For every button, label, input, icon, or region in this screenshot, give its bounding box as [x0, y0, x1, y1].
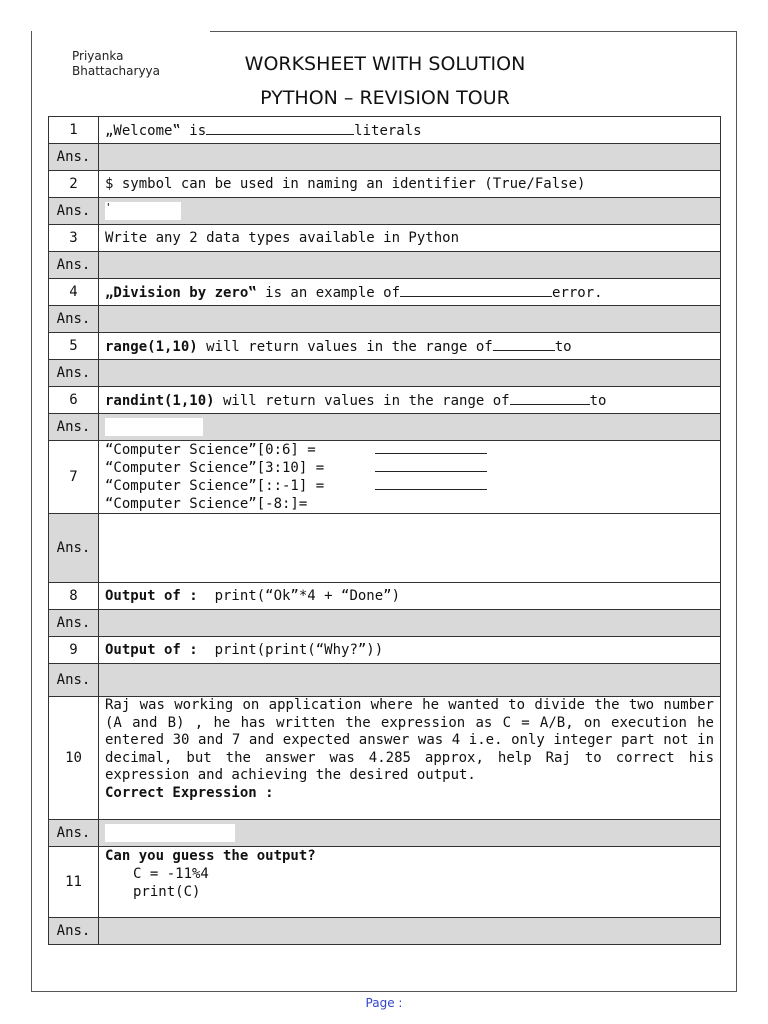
question-number: 10	[49, 697, 99, 820]
question-text: Write any 2 data types available in Python	[99, 225, 721, 252]
question-number: 8	[49, 583, 99, 610]
question-number: 4	[49, 279, 99, 306]
answer-label: Ans.	[49, 610, 99, 637]
question-bold-term: Output of :	[105, 588, 198, 604]
answer-label: Ans.	[49, 360, 99, 387]
slice-expression: “Computer Science”[-8:]=	[105, 496, 308, 512]
code-line-2: print(C)	[133, 884, 201, 900]
answer-cell[interactable]	[99, 144, 721, 171]
answer-row-9	[49, 664, 721, 697]
question-text-mid: will return values in the range of	[214, 392, 510, 409]
answer-cell[interactable]	[99, 664, 721, 697]
question-row-7	[49, 441, 721, 514]
answer-row-1	[49, 144, 721, 171]
answer-cell[interactable]	[99, 306, 721, 333]
answer-box	[105, 418, 203, 436]
answer-cell[interactable]	[99, 918, 721, 945]
answer-row-11	[49, 918, 721, 945]
fill-blank	[206, 122, 354, 135]
answer-mark: '	[105, 202, 181, 220]
question-bold-term: „Division by zero‟	[105, 284, 257, 301]
answer-row-7	[49, 514, 721, 583]
question-row-11	[49, 847, 721, 918]
author-name	[72, 49, 160, 79]
answer-row-5	[49, 360, 721, 387]
answer-cell[interactable]	[99, 414, 721, 441]
question-text	[99, 583, 721, 610]
answer-label: Ans.	[49, 414, 99, 441]
question-number: 6	[49, 387, 99, 414]
answer-label: Ans.	[49, 514, 99, 583]
slice-line-3	[105, 477, 714, 495]
question-number: 3	[49, 225, 99, 252]
slice-line-1	[105, 441, 714, 459]
question-code: print(“Ok”*4 + “Done”)	[214, 588, 401, 604]
question-number: 9	[49, 637, 99, 664]
fill-blank	[375, 459, 487, 472]
slice-expression: “Computer Science”[0:6] =	[105, 442, 316, 458]
question-text	[99, 441, 721, 514]
code-line-1: C = -11%4	[133, 866, 209, 882]
question-bold-term: Correct Expression :	[105, 784, 274, 801]
slice-expression: “Computer Science”[3:10] =	[105, 460, 325, 476]
question-number: 5	[49, 333, 99, 360]
answer-row-3	[49, 252, 721, 279]
answer-cell[interactable]	[99, 198, 721, 225]
question-text-end: literals	[354, 122, 422, 139]
question-number: 1	[49, 117, 99, 144]
question-bold-term: Output of :	[105, 642, 198, 658]
question-text	[99, 279, 721, 306]
answer-label: Ans.	[49, 306, 99, 333]
answer-label: Ans.	[49, 144, 99, 171]
question-row-3	[49, 225, 721, 252]
question-text	[99, 117, 721, 144]
answer-label: Ans.	[49, 252, 99, 279]
question-row-9	[49, 637, 721, 664]
answer-cell[interactable]	[99, 360, 721, 387]
question-text-end: to	[554, 338, 572, 355]
answer-label: Ans.	[49, 198, 99, 225]
question-number: 2	[49, 171, 99, 198]
question-text	[99, 387, 721, 414]
scenario-text: Raj was working on application where he wanted to divide the two number (A and B) , he has written the expression as C = A/B, on execution he entered 30 and 7 and expected answer was 4 i.e. only integer part not in decimal, but the answer was 4.285 approx, help Raj to correct his expression and achieving the desired output.	[105, 697, 714, 784]
question-text-end: error.	[552, 284, 603, 301]
question-number: 11	[49, 847, 99, 918]
question-row-2	[49, 171, 721, 198]
answer-row-10	[49, 820, 721, 847]
fill-blank	[400, 284, 552, 297]
answer-row-6	[49, 414, 721, 441]
fill-blank	[375, 477, 487, 490]
question-text: $ symbol can be used in naming an identifier (True/False)	[99, 171, 721, 198]
answer-cell[interactable]	[99, 610, 721, 637]
worksheet-title: WORKSHEET WITH SOLUTION	[244, 53, 526, 75]
question-text	[99, 697, 721, 820]
answer-label: Ans.	[49, 664, 99, 697]
question-text	[99, 637, 721, 664]
question-text-mid: is an example of	[256, 284, 401, 301]
answer-row-2	[49, 198, 721, 225]
question-row-5	[49, 333, 721, 360]
fill-blank	[375, 441, 487, 454]
question-row-10	[49, 697, 721, 820]
page-footer: Page :	[365, 996, 403, 1010]
question-row-4	[49, 279, 721, 306]
fill-blank	[493, 338, 555, 351]
answer-row-4	[49, 306, 721, 333]
worksheet-table	[48, 116, 721, 945]
author-first-name: Priyanka	[72, 49, 124, 63]
slice-expression: “Computer Science”[::-1] =	[105, 478, 325, 494]
slice-line-4	[105, 495, 714, 513]
author-last-name: Bhattacharyya	[72, 64, 161, 78]
question-row-8	[49, 583, 721, 610]
answer-cell[interactable]	[99, 514, 721, 583]
question-text-start: „Welcome‟ is	[105, 122, 207, 139]
question-number: 7	[49, 441, 99, 514]
question-text-end: to	[589, 392, 607, 409]
question-text	[99, 847, 721, 918]
answer-box	[105, 824, 235, 842]
question-row-6	[49, 387, 721, 414]
question-bold-term: Can you guess the output?	[105, 848, 316, 864]
worksheet-subtitle: PYTHON – REVISION TOUR	[260, 87, 510, 109]
question-row-1	[49, 117, 721, 144]
fill-blank	[510, 392, 590, 405]
answer-cell[interactable]	[99, 820, 721, 847]
answer-label: Ans.	[49, 918, 99, 945]
page-top-border	[210, 31, 737, 32]
question-code: print(print(“Why?”))	[214, 642, 384, 658]
question-text	[99, 333, 721, 360]
answer-row-8	[49, 610, 721, 637]
answer-cell[interactable]	[99, 252, 721, 279]
question-text-mid: will return values in the range of	[197, 338, 493, 355]
question-bold-term: randint(1,10)	[105, 392, 215, 409]
question-bold-term: range(1,10)	[105, 338, 198, 355]
answer-label: Ans.	[49, 820, 99, 847]
slice-line-2	[105, 459, 714, 477]
